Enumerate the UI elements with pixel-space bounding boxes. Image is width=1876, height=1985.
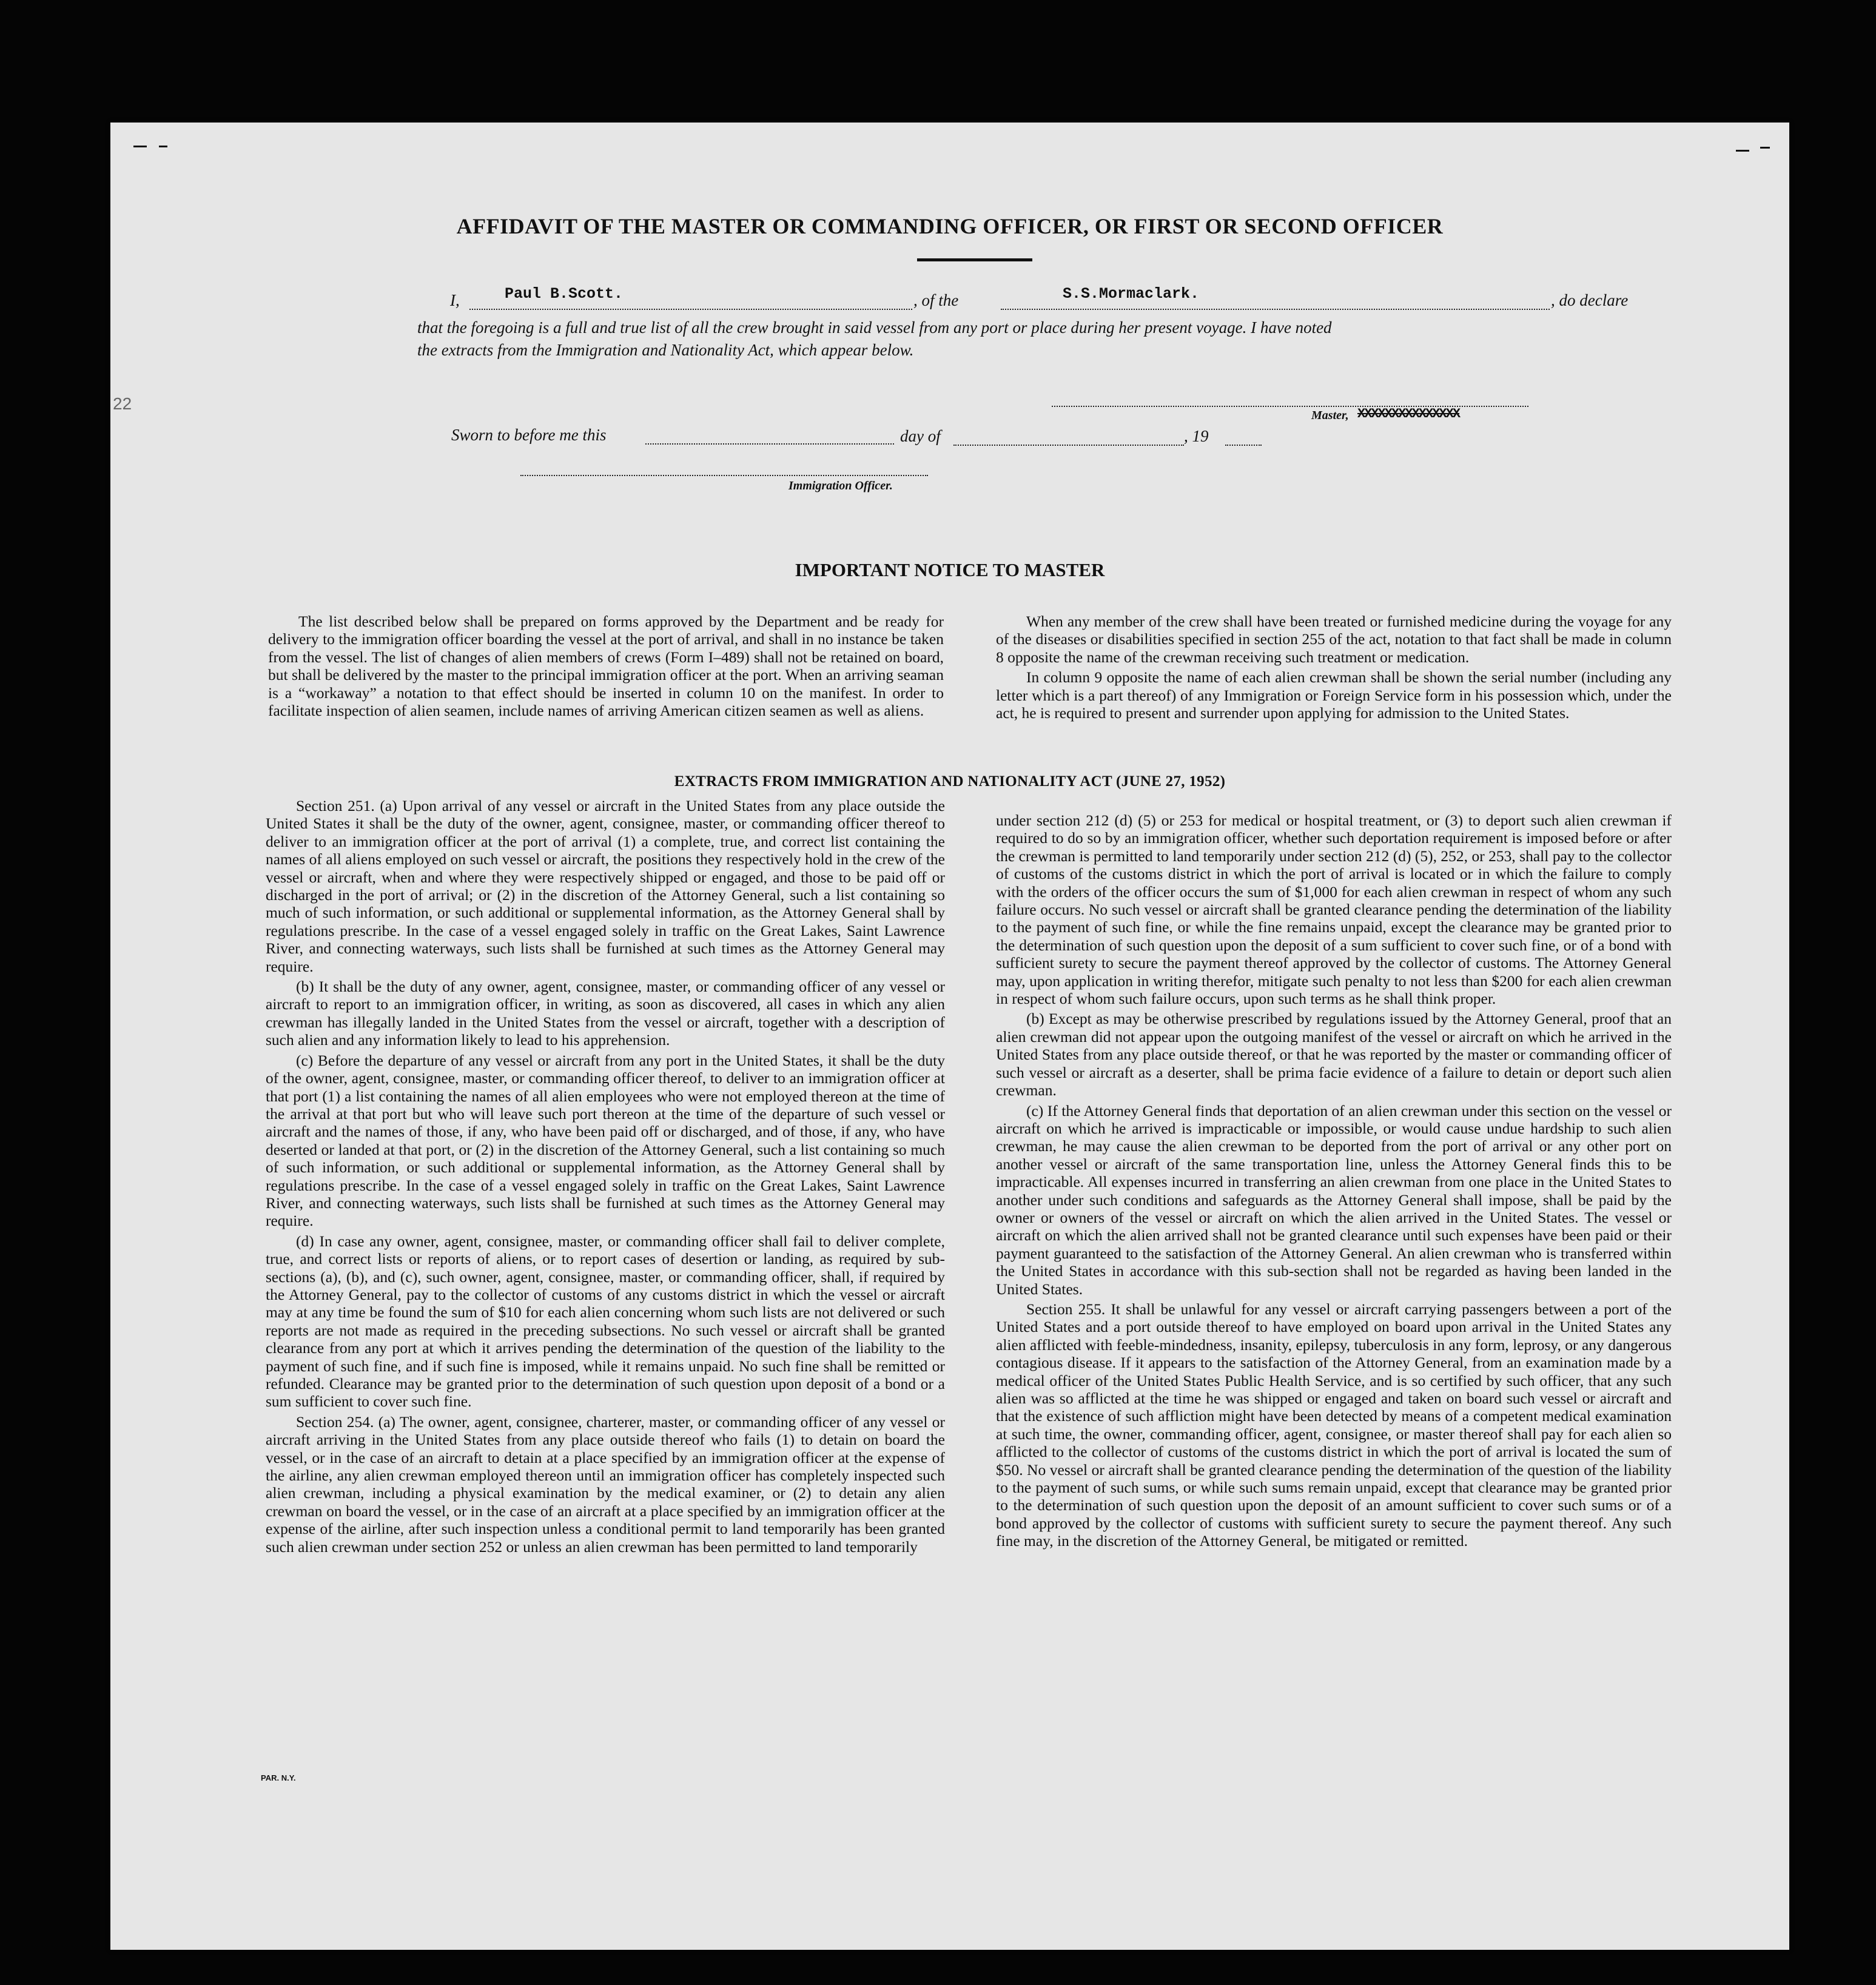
- decl-i: I,: [450, 291, 460, 309]
- section-254a-continued: under section 212 (d) (5) or 253 for medical or hospital treatment, or (3) to deport such alien crewman if required to do so by an immigration officer, whether such deportation requirement is imposed before or after the crewman is permitted to land temporarily under section 212 (d) (5), 252, or 253, shall pay to the collector of customs of the customs district in which the port of arrival is located or in which the failure to comply with the orders of the officer occurs the sum of $1,000 for each alien crewman in respect of whom any such failure occurs. No such vessel or aircraft shall be granted clearance pending the determination of the liability to the payment of such fine, or while the fine remains unpaid, except the clearance may be granted prior to the determination of such question upon the deposit of a sum sufficient to cover such fine, or of a bond with sufficient surety to secure the payment thereof approved by the collector of customs. The Attorney General may, upon application in writing therefor, mitigate such penalty to not less than $200 for each alien crewman in respect of whom such failure occurs, upon such terms as he shall think proper.: [996, 811, 1672, 1008]
- notice-left-column: [268, 613, 944, 722]
- day-of-label: day of: [900, 427, 941, 445]
- sworn-day-line: [645, 443, 894, 445]
- vessel-name: S.S.Mormaclark.: [1063, 285, 1200, 303]
- of-the-label: , of the: [913, 291, 959, 309]
- master-struck-text: XXXXXXXXXXXXXXX: [1357, 406, 1460, 422]
- declaration-line-1: that the foregoing is a full and true list of all the crew brought in said vessel from any port or place during her present voyage. I have noted: [417, 318, 1332, 337]
- section-251d: (d) In case any owner, agent, consignee, master, or commanding officer shall fail to deliver complete, true, and correct lists or reports of aliens, or to report cases of desertion or landing, as required by sub-sections (a), (b), and (c), such owner, agent, consignee, master, or commanding officer, shall, if required by the Attorney General, pay to the collector of customs of any customs district in which the vessel or aircraft may at any time be found the sum of $10 for each alien concerning whom such lists are not delivered or such reports are not made as required in the preceding subsections. No such vessel or aircraft shall be granted clearance from any port at which it arrives pending the determination of the question of the liability to the payment of such fine, and if such fine is imposed, while it remains unpaid. No such fine shall be remitted or refunded. Clearance may be granted prior to the determination of such question upon deposit of a bond or a sum sufficient to cover such fine.: [266, 1232, 945, 1411]
- section-251c: (c) Before the departure of any vessel or aircraft from any port in the United States, it shall be the duty of the owner, agent, consignee, master, or commanding officer thereof, to deliver to an immigration officer at that port (1) a list containing the names of all alien employees who were not employed thereon at the time of the arrival at that port but who will leave such port thereon at the time of the departure of such vessel or aircraft and the names of those, if any, who have been paid off or discharged, and of those, if any, who have deserted or landed at that port, or (2) in the discretion of the Attorney General, such a list containing so much of such information, or such additional or supplemental information, as the Attorney General shall by regulations prescribe. In the case of a vessel engaged solely in traffic on the Great Lakes, Saint Lawrence River, and connecting waterways, such lists shall be furnished at such times as the Attorney General may require.: [266, 1051, 945, 1230]
- notice-title: IMPORTANT NOTICE TO MASTER: [795, 559, 1105, 580]
- extracts-title: EXTRACTS FROM IMMIGRATION AND NATIONALITY ACT (JUNE 27, 1952): [674, 773, 1226, 790]
- immigration-officer-label: Immigration Officer.: [788, 479, 893, 492]
- affidavit-title: AFFIDAVIT OF THE MASTER OR COMMANDING OFFICER, OR FIRST OR SECOND OFFICER: [456, 214, 1444, 238]
- notice-left-paragraph: The list described below shall be prepared on forms approved by the Department and be ready for delivery to the immigration officer boarding the vessel at the port of arrival, and shall in no instance be taken from the vessel. The list of changes of alien members of crews (Form I–489) shall not be retained on board, but shall be delivered by the master to the principal immigration officer at the port. When an arriving seaman is a “workaway” a notation to that effect should be inserted in column 10 on the manifest. In order to facilitate inspection of alien seamen, include names of arriving American citizen seamen as well as aliens.: [268, 613, 944, 720]
- officer-signature-line: [520, 474, 928, 476]
- section-251b: (b) It shall be the duty of any owner, agent, consignee, master, or commanding officer of any vessel or aircraft to report to an immigration officer, in writing, as soon as discovered, all cases in which any alien crewman has illegally landed in the United States from the vessel or aircraft, together with a description of such alien and any information likely to lead to his apprehension.: [266, 978, 945, 1049]
- corner-mark-left: [133, 146, 147, 147]
- section-255: Section 255. It shall be unlawful for any vessel or aircraft carrying passengers between a port of the United States and a port outside thereof to have employed on board upon arrival in the United States any alien afflicted with feeble-mindedness, insanity, epilepsy, tuberculosis in any form, leprosy, or any dangerous contagious disease. If it appears to the satisfaction of the Attorney General, from an examination made by a medical officer of the United States Public Health Service, and is so certified by such officer, that any such alien was so afflicted at the time he was shipped or engaged and taken on board such vessel or aircraft and that the existence of such affliction might have been detected by means of a competent medical examination at such time, the owner, commanding officer, agent, consignee, or master thereof shall pay for each alien so afflicted to the collector of customs of the customs district in which the port of arrival is located the sum of $50. No vessel or aircraft shall be granted clearance pending the determination of the question of the liability to the payment of such sums, or while such sums remain unpaid, except that clearance may be granted prior to the determination of such question upon the deposit of an amount sufficient to cover such sums or of a bond approved by the collector of customs with sufficient surety to secure the payment thereof. Any such fine may, in the discretion of the Attorney General, be mitigated or remitted.: [996, 1300, 1672, 1550]
- corner-mark-left-2: [159, 146, 167, 147]
- extracts-right-column: [996, 811, 1672, 1553]
- sworn-month-line: [953, 444, 1184, 446]
- corner-mark-right-2: [1760, 147, 1770, 149]
- document-page: [110, 123, 1789, 1950]
- notice-right-paragraph-1: When any member of the crew shall have been treated or furnished medicine during the voyage for any of the diseases or disabilities specified in section 255 of the act, notation to that fact shall be made in column 8 opposite the name of the crewman receiving such treatment or medication.: [996, 613, 1672, 666]
- corner-mark-right: [1736, 150, 1749, 152]
- margin-mark: 22: [113, 394, 132, 413]
- printer-mark: PAR. N.Y.: [261, 1773, 296, 1782]
- title-rule: [917, 258, 1032, 261]
- notice-right-column: [996, 613, 1672, 724]
- notice-right-paragraph-2: In column 9 opposite the name of each alien crewman shall be shown the serial number (including any letter which is a part thereof) of any Immigration or Foreign Service form in his possession which, under the act, he is required to present and surrender upon applying for admission to the United States.: [996, 668, 1672, 722]
- extracts-left-column: [266, 797, 945, 1558]
- declarant-name: Paul B.Scott.: [505, 285, 624, 303]
- section-254b: (b) Except as may be otherwise prescribed by regulations issued by the Attorney General, proof that an alien crewman did not appear upon the outgoing manifest of the vessel or aircraft on which he arrived in the United States from any place outside thereof, or that he was reported by the master or commanding officer of such vessel or aircraft as a deserter, shall be prima facie evidence of a failure to detain or deport such alien crewman.: [996, 1010, 1672, 1100]
- master-label: Master,: [1311, 409, 1349, 422]
- do-declare-label: , do declare: [1551, 291, 1629, 309]
- section-254a: Section 254. (a) The owner, agent, consignee, charterer, master, or commanding officer of any vessel or aircraft arriving in the United States from any place outside thereof who fails (1) to detain on board the vessel, or in the case of an aircraft to detain at a place specified by an immigration officer at the expense of the airline, any alien crewman employed thereon until an immigration officer has completely inspected such alien crewman, including a physical examination by the medical examiner, or (2) to detain any alien crewman on board the vessel, or in the case of an aircraft at a place specified by an immigration officer at the expense of the airline, after such inspection unless a conditional permit to land temporarily has been granted such alien crewman under section 252 or unless an alien crewman has been permitted to land temporarily: [266, 1412, 945, 1556]
- sworn-year-line: [1225, 444, 1262, 446]
- section-251a: Section 251. (a) Upon arrival of any vessel or aircraft in the United States from any place outside the United States it shall be the duty of the owner, agent, consignee, master, or commanding officer thereof to deliver to an immigration officer at the port of arrival (1) a complete, true, and correct list containing the names of all aliens employed on such vessel or aircraft, the positions they respectively hold in the crew of the vessel or aircraft, when and where they were respectively shipped or engaged, and those to be paid off or discharged in the port of arrival; or (2) in the discretion of the Attorney General, such a list containing so much of such information, or such additional or supplemental information, as the Attorney General shall by regulations prescribe. In the case of a vessel engaged solely in traffic on the Great Lakes, Saint Lawrence River, and connecting waterways, such lists shall be furnished at such times as the Attorney General may require.: [266, 797, 945, 975]
- declarant-line: [469, 308, 912, 310]
- sworn-label: Sworn to before me this: [451, 426, 607, 444]
- vessel-line: [1001, 308, 1550, 310]
- section-254c: (c) If the Attorney General finds that deportation of an alien crewman under this section on the vessel or aircraft on which he arrived is impracticable or impossible, or would cause undue hardship to such alien crewman, he may cause the alien crewman to be deported from the port of arrival or any other port on another vessel or aircraft of the same transportation line, unless the Attorney General finds this to be impracticable. All expenses incurred in transferring an alien crewman from one place in the United States to another under such conditions and safeguards as the Attorney General shall impose, shall be paid by the owner or owners of the vessel or aircraft on which the alien arrived in the United States. The vessel or aircraft on which the alien arrived shall not be granted clearance until such expenses have been paid or their payment guaranteed to the satisfaction of the Attorney General. An alien crewman who is transferred within the United States in accordance with this sub-section shall not be regarded as having been landed in the United States.: [996, 1101, 1672, 1298]
- year-prefix: , 19: [1184, 427, 1209, 445]
- declaration-line-2: the extracts from the Immigration and Nationality Act, which appear below.: [417, 341, 914, 359]
